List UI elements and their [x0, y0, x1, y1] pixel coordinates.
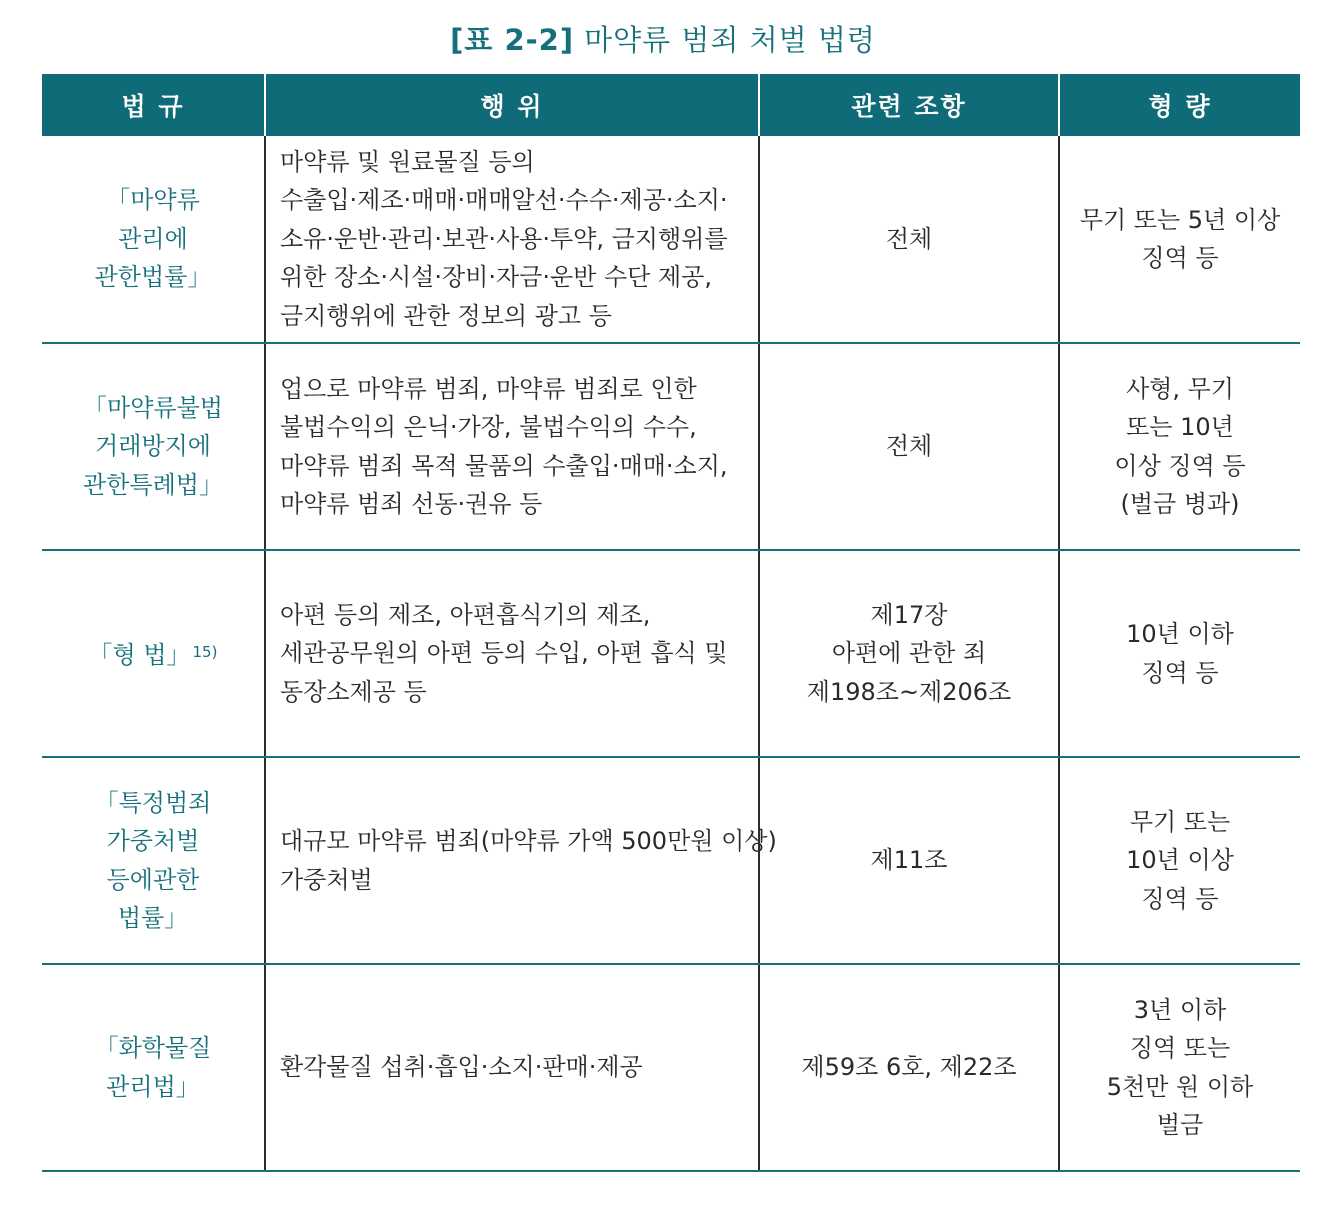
- action-line: 마약류 범죄 선동·권유 등: [280, 490, 543, 518]
- penalty-line: 또는 10년: [1126, 413, 1234, 441]
- penalty-line: 무기 또는 5년 이상: [1079, 205, 1281, 234]
- clause-cell: [759, 757, 1059, 964]
- action-line: 위한 장소·시설·장비·자금·운반 수단 제공,: [280, 263, 712, 292]
- clause-line: 아편에 관한 죄: [831, 639, 987, 668]
- law-cell: [42, 136, 265, 343]
- penalty-cell: [1059, 550, 1300, 757]
- action-line: 아편 등의 제조, 아편흡식기의 제조,: [280, 600, 651, 629]
- penalty-line: 징역 등: [1141, 658, 1219, 687]
- penalty-line: (벌금 병과): [1120, 490, 1240, 518]
- action-line: 세관공무원의 아편 등의 수입, 아편 흡식 및: [280, 639, 728, 668]
- law-cell: [42, 757, 265, 964]
- action-line: 불법수익의 은닉·가장, 불법수익의 수수,: [280, 413, 697, 441]
- table-row: [42, 757, 1300, 964]
- table-title: 마약류 범죄 처벌 법령: [584, 23, 876, 57]
- drug-crime-penalty-table: [42, 74, 1300, 1172]
- action-cell: [265, 343, 759, 550]
- table-number: [표 2-2]: [450, 23, 575, 57]
- law-line: 관한특례법」: [83, 470, 223, 499]
- clause-line: 전체: [885, 432, 933, 461]
- penalty-line: 5천만 원 이하: [1106, 1072, 1254, 1101]
- header-action: 행 위: [265, 74, 759, 136]
- table-row: [42, 964, 1300, 1171]
- action-cell: [265, 550, 759, 757]
- clause-cell: [759, 964, 1059, 1171]
- law-line: 법률」: [117, 904, 189, 932]
- penalty-line: 10년 이하: [1126, 620, 1234, 648]
- penalty-line: 사형, 무기: [1126, 374, 1234, 403]
- penalty-line: 징역 등: [1141, 884, 1219, 913]
- table-row: [42, 343, 1300, 550]
- action-cell: [265, 757, 777, 964]
- law-line: 관리법」: [106, 1072, 200, 1101]
- penalty-line: 징역 등: [1141, 244, 1219, 272]
- law-line: 관리에: [118, 224, 188, 253]
- table-header-row: [42, 74, 1300, 136]
- penalty-line: 10년 이상: [1126, 846, 1234, 875]
- law-cell: [42, 343, 265, 550]
- footnote-marker: 15): [192, 642, 218, 661]
- action-line: 동장소제공 등: [280, 677, 427, 706]
- law-line: 「형 법」: [88, 640, 191, 669]
- clause-line: 제17장: [870, 600, 948, 629]
- action-line: 환각물질 섭취·흡입·소지·판매·제공: [280, 1053, 643, 1082]
- penalty-cell: [1059, 964, 1300, 1171]
- clause-line: 제59조 6호, 제22조: [801, 1053, 1017, 1082]
- law-line: 가중처벌: [106, 827, 200, 855]
- law-line: 거래방지에: [95, 432, 211, 461]
- penalty-line: 벌금: [1156, 1111, 1204, 1139]
- law-line: 「마약류불법: [83, 393, 223, 422]
- penalty-line: 3년 이하: [1133, 995, 1227, 1024]
- law-line: 「마약류: [106, 186, 200, 215]
- penalty-cell: [1059, 757, 1300, 964]
- penalty-line: 이상 징역 등: [1114, 451, 1246, 480]
- clause-cell: [759, 343, 1059, 550]
- action-line: 마약류 범죄 목적 물품의 수출입·매매·소지,: [280, 451, 728, 480]
- action-line: 마약류 및 원료물질 등의: [280, 147, 535, 176]
- law-line: 「화학물질: [94, 1034, 212, 1062]
- table-caption: [0, 18, 1326, 62]
- action-line: 수출입·제조·매매·매매알선·수수·제공·소지·: [280, 186, 728, 215]
- header-clause: 관련 조항: [759, 74, 1059, 136]
- header-penalty: 형 량: [1059, 74, 1300, 136]
- action-line: 대규모 마약류 범죄(마약류 가액 500만원 이상): [280, 827, 777, 855]
- clause-cell: [759, 550, 1059, 757]
- law-line: 관한법률」: [94, 263, 212, 292]
- clause-line: 제198조~제206조: [806, 677, 1012, 706]
- table-row: [42, 550, 1300, 757]
- law-cell: [42, 964, 265, 1171]
- penalty-line: 징역 또는: [1129, 1034, 1231, 1062]
- action-line: 가중처벌: [280, 865, 373, 894]
- penalty-cell: [1059, 136, 1300, 343]
- action-cell: [265, 964, 759, 1171]
- law-line: 등에관한: [106, 865, 200, 894]
- penalty-cell: [1059, 343, 1300, 550]
- header-law: 법 규: [42, 74, 265, 136]
- penalty-line: 무기 또는: [1129, 807, 1231, 836]
- table-row: [42, 136, 1300, 343]
- law-cell: [42, 550, 265, 757]
- action-line: 소유·운반·관리·보관·사용·투약, 금지행위를: [280, 224, 728, 253]
- action-line: 업으로 마약류 범죄, 마약류 범죄로 인한: [280, 374, 697, 403]
- clause-cell: [759, 136, 1059, 343]
- action-cell: [265, 136, 759, 343]
- clause-line: 제11조: [870, 846, 948, 875]
- law-line: 「특정범죄: [94, 788, 212, 817]
- action-line: 금지행위에 관한 정보의 광고 등: [280, 301, 612, 330]
- clause-line: 전체: [885, 224, 933, 253]
